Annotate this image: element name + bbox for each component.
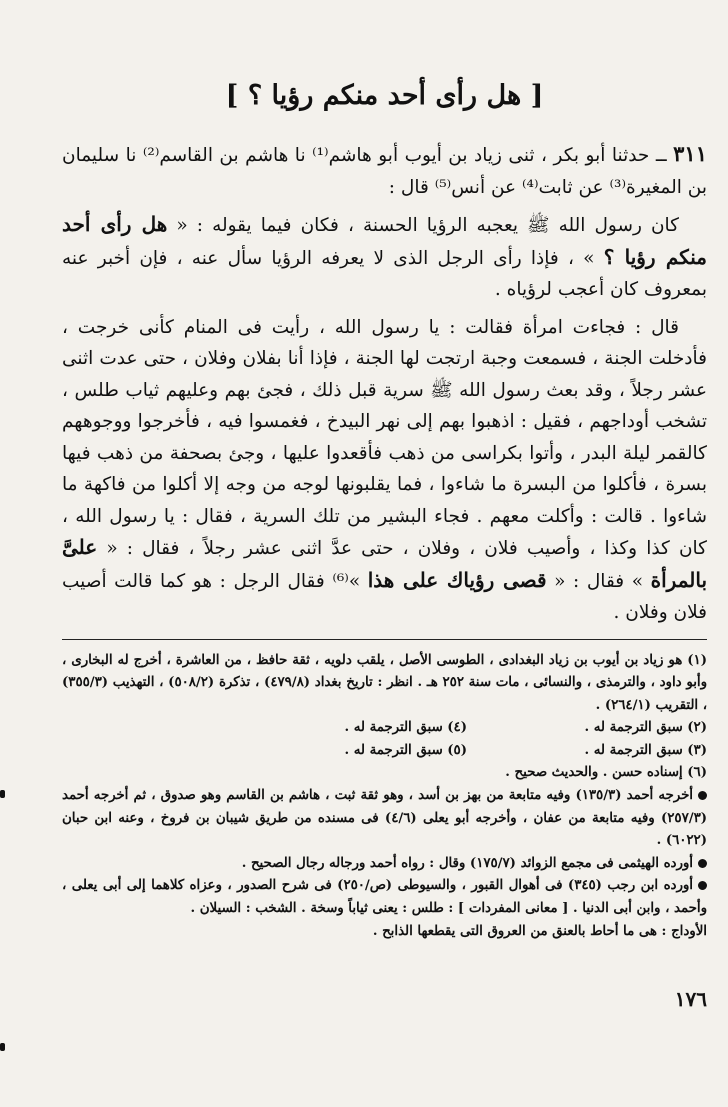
para1-after: » ، فإذا رأى الرجل الذى لا يعرفه الرؤيا سأل عنه ، فإن أخبر عنه بمعروف كان أعجب لرؤياه .: [62, 247, 707, 300]
footnotes: [62, 650, 707, 944]
bullet-icon: [698, 881, 707, 890]
footnote-1: (١) هو زياد بن أيوب بن زياد البغدادى ، الطوسى الأصل ، يلقب دلويه ، ثقة حافظ ، من العاشرة ، أخرج له البخارى ، وأبو داود ، والترمذى ، والنسائى ، مات سنة ٢٥٢ هـ . انظر : تاريخ بغداد (٤٧٩/٨) ، تذكرة (٥٠٨/٢) ، التهذيب (٣٥٥/٣) ، التقريب (٢٦٤/١) .: [62, 652, 708, 713]
footnote-row-2-4: [62, 717, 707, 740]
para1-bold: هل رأى أحد منكم رؤيا ؟: [62, 212, 707, 269]
bullet-icon: [698, 859, 707, 868]
takhrij-2: أورده الهيثمى فى مجمع الزوائد (١٧٥/٧) وقال : رواه أحمد ورجاله رجال الصحيح .: [62, 853, 707, 876]
footnote-divider: [62, 639, 707, 640]
takhrij-1: أخرجه أحمد (١٣٥/٣) وفيه متابعة من بهز بن أسد ، وهو ثقة ثبت ، هاشم بن القاسم وهو صدوق ، ثم أخرجه أحمد (٢٥٧/٣) وفيه متابعة من عفان ، وأخرجه أبو يعلى (٤/٦) فى مسنده من طريق شيبان بن فروخ ، وعنه ابن حبان (٦٠٢٢) .: [62, 788, 708, 849]
matn-paragraph-2: [62, 312, 707, 629]
takhrij-3: أورده ابن رجب (٣٤٥) فى أهوال القبور ، والسيوطى (ص/٢٥٠) فى شرح الصدور ، وعزاه كلاهما إلى أبى يعلى ، وأحمد ، وابن أبى الدنيا . [ معانى المفردات ] : طلس : يعنى ثياباً وسخة . الشخب : السيلان .: [62, 878, 707, 917]
hadith-number: ٣١١: [673, 141, 707, 166]
para1-before: كان رسول الله ﷺ يعجبه الرؤيا الحسنة ، فكان فيما يقوله : «: [167, 215, 679, 236]
scan-edge-mark: [0, 1043, 5, 1051]
para2-bold-2: قصى رؤياك على هذا: [367, 567, 547, 592]
chapter-title: [ هل رأى أحد منكم رؤيا ؟ ]: [225, 80, 544, 111]
isnad-text: ــ حدثنا أبو بكر ، ثنى زياد بن أيوب أبو هاشم⁽¹⁾ نا هاشم بن القاسم⁽²⁾ نا سليمان بن المغيرة⁽³⁾ عن ثابت⁽⁴⁾ عن أنس⁽⁵⁾ قال :: [62, 145, 707, 198]
page-number: ١٧٦: [674, 987, 707, 1012]
footnote-3: (٣) سبق الترجمة له .: [584, 742, 707, 758]
para2-after: »⁽⁶⁾ فقال الرجل : هو كما قالت أصيب فلان وفلان .: [62, 570, 707, 623]
footnote-4: (٤) سبق الترجمة له .: [344, 720, 467, 736]
glossary-awdaj: الأوداج : هى ما أحاط بالعنق من العروق التى يقطعها الذابح .: [372, 923, 707, 939]
hadith-text: [62, 138, 707, 629]
para2-before: قال : فجاءت امرأة فقالت : يا رسول الله ، رأيت فى المنام كأنى خرجت ، فأدخلت الجنة ، فسمعت وجبة ارتجت لها الجنة ، فإذا أنا بفلان وفلان ، حتى عدت اثنى عشر رجلاً ، وقد بعث رسول الله ﷺ سرية قبل ذلك ، فجئ بهم وعليهم ثياب طلس ، تشخب أوداجهم ، فقيل : اذهبوا بهم إلى نهر البيدخ ، فغمسوا فيه ، فأخرجوا ووجوههم كالقمر ليلة البدر ، وأتوا بكراسى من ذهب فأقعدوا عليها ، وجئ بصحفة من ذهب فيها بسرة ، فأكلوا من البسرة ما شاءوا ، فما يقلبونها لوجه من وجه إلا أكلوا من فاكهة ما شاءوا . قالت : وأكلت معهم . فجاء البشير من تلك السرية ، فقال : يا رسول الله ، كان كذا وكذا ، وأصيب فلان ، وفلان ، حتى عدَّ اثنى عشر رجلاً ، فقال : «: [62, 316, 707, 559]
bullet-icon: [698, 791, 707, 800]
footnote-5: (٥) سبق الترجمة له .: [344, 742, 467, 758]
book-page: [62, 76, 707, 1011]
scan-edge-mark: [0, 790, 5, 798]
footnote-2: (٢) سبق الترجمة له .: [584, 720, 707, 736]
para2-bold-1: علىَّ بالمرأة: [62, 535, 708, 592]
para2-mid: » فقال : «: [546, 570, 651, 592]
isnad-paragraph: [62, 138, 707, 203]
footnote-6: (٦) إسناده حسن . والحديث صحيح .: [505, 765, 707, 781]
matn-paragraph-1: [62, 209, 707, 306]
footnote-row-3-5: [62, 740, 707, 763]
